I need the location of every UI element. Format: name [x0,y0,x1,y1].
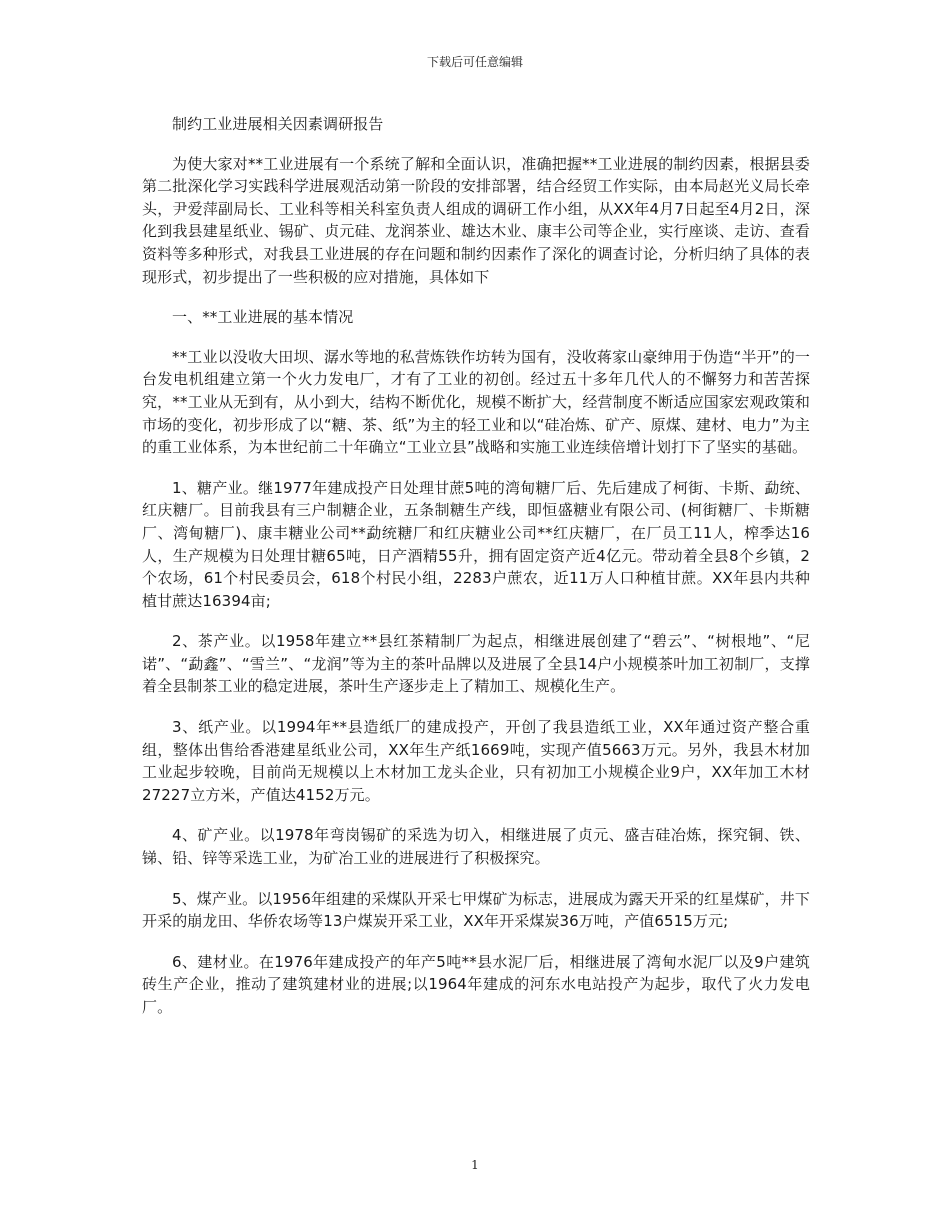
paragraph-mining-industry: 4、矿产业。以1978年弯岗锡矿的采选为切入，相继进展了贞元、盛吉硅冶炼，探究铜、铁、锑、铅、锌等采选工业，为矿冶工业的进展进行了积极探究。 [142,826,810,868]
paragraph-overview: **工业以没收大田坝、潺水等地的私营炼铁作坊转为国有，没收蒋家山豪绅用于伪造“半开”的一台发电机组建立第一个火力发电厂，才有了工业的初创。经过五十多年几代人的不懈努力和苦苦探究，**工业从无到有，从小到大，结构不断优化，规模不断扩大，经营制度不断适应国家宏观政策和市场的变化，初步形成了以“糖、茶、纸”为主的轻工业和以“硅冶炼、矿产、原煤、建材、电力”为主的重工业体系，为本世纪前二十年确立“工业立县”战略和实施工业连续倍增计划打下了坚实的基础。 [142,347,810,457]
paragraph-tea-industry: 2、茶产业。以1958年建立**县红茶精制厂为起点，相继进展创建了“碧云”、“树根地”、“尼诺”、“勐鑫”、“雪兰”、“龙润”等为主的茶叶品牌以及进展了全县14户小规模茶叶加工初制厂，支撑着全县制茶工业的稳定进展，茶叶生产逐步走上了精加工、规模化生产。 [142,632,810,696]
section-heading: 一、**工业进展的基本情况 [172,308,354,327]
paragraph-paper-industry: 3、纸产业。以1994年**县造纸厂的建成投产，开创了我县造纸工业，XX年通过资产整合重组，整体出售给香港建星纸业公司，XX年生产纸1669吨，实现产值5663万元。另外，我县木材加工业起步较晚，目前尚无规模以上木材加工龙头企业，只有初加工小规模企业9户，XX年加工木材27227立方米，产值达4152万元。 [142,718,810,804]
page-number: 1 [471,1158,479,1172]
document-title: 制约工业进展相关因素调研报告 [172,115,384,133]
paragraph-sugar-industry: 1、糖产业。继1977年建成投产日处理甘蔗5吨的湾甸糖厂后、先后建成了柯街、卡斯、勐统、红庆糖厂。目前我县有三户制糖企业，五条制糖生产线，即恒盛糖业有限公司、(柯街糖厂、卡斯糖厂、湾甸糖厂)、康丰糖业公司**勐统糖厂和红庆糖业公司**红庆糖厂，在厂员工11人，榨季达16人，生产规模为日处理甘糖65吨，日产酒精55升，拥有固定资产近4亿元。带动着全县8个乡镇，2个农场，61个村民委员会，618个村民小组，2283户蔗农，近11万人口种植甘蔗。XX年县内共种植甘蔗达16394亩; [142,478,810,610]
document-body [142,113,810,1037]
paragraph-intro: 为使大家对**工业进展有一个系统了解和全面认识，准确把握**工业进展的制约因素，根据县委第二批深化学习实践科学进展观活动第一阶段的安排部署，结合经贸工作实际，由本局赵光义局长牵头，尹爱萍副局长、工业科等相关科室负责人组成的调研工作小组，从XX年4月7日起至4月2日，深化到我县建星纸业、锡矿、贞元硅、龙润茶业、雄达木业、康丰公司等企业，实行座谈、走访、查看资料等多种形式，对我县工业进展的存在问题和制约因素作了深化的调查讨论，分析归纳了具体的表现形式，初步提出了一些积极的应对措施，具体如下 [142,154,810,286]
paragraph-coal-industry: 5、煤产业。以1956年组建的采煤队开采七甲煤矿为标志，进展成为露天开采的红星煤矿，井下开采的崩龙田、华侨农场等13户煤炭开采工业，XX年开采煤炭36万吨，产值6515万元; [142,889,810,931]
header-note: 下载后可任意编辑 [426,55,523,69]
paragraph-building-materials: 6、建材业。在1976年建成投产的年产5吨**县水泥厂后，相继进展了湾甸水泥厂以及9户建筑砖生产企业，推动了建筑建材业的进展;以1964年建成的河东水电站投产为起步，取代了火力发电厂。 [142,952,810,1016]
